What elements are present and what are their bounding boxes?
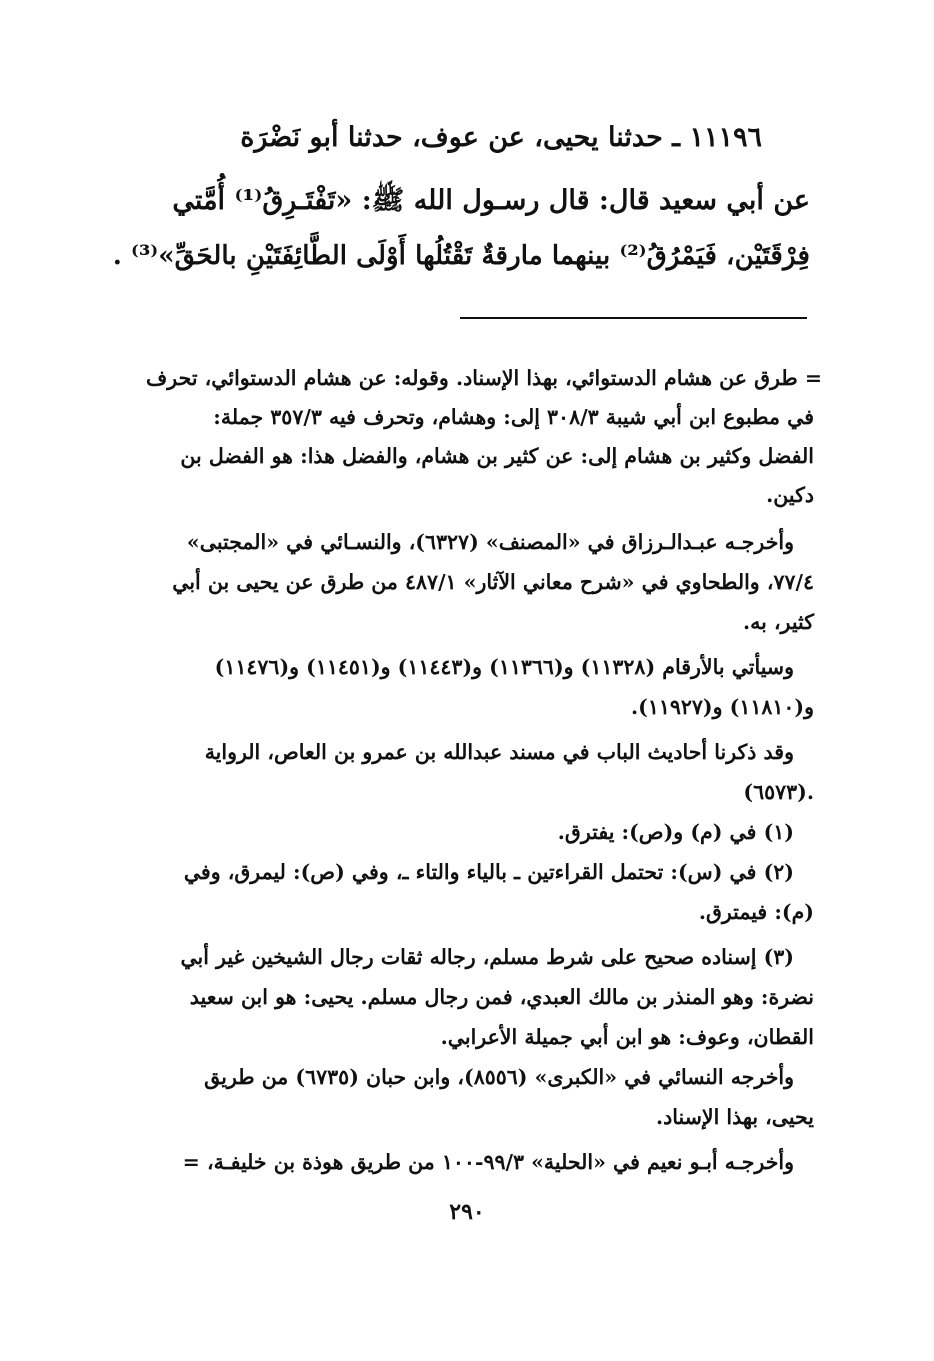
footnote-2-line-2: (م): فيمترق.	[698, 900, 814, 924]
note-line-6: ٧٧/٤، والطحاوي في «شرح معاني الآثار» ٤٨٧/١ من طرق عن يحيى بن أبي	[172, 570, 814, 594]
note-line-10: وقد ذكرنا أحاديث الباب في مسند عبدالله بن عمرو بن العاص، الرواية	[204, 740, 794, 764]
footnote-3-line-1: (٣) إسناده صحيح على شرط مسلم، رجاله ثقات رجال الشيخين غير أبي	[180, 945, 794, 969]
note-line-4: دكين.	[766, 483, 814, 507]
page-number: ٢٩٠	[449, 1199, 485, 1225]
footnote-3-line-2: نضرة: وهو المنذر بن مالك العبدي، فمن رجال مسلم. يحيى: هو ابن سعيد	[189, 985, 814, 1009]
footnote-1: (١) في (م) و(ص): يفترق.	[557, 820, 794, 844]
footnote-3-line-3: القطان، وعوف: هو ابن أبي جميلة الأعرابي.	[440, 1025, 814, 1049]
note-line-9: و(١١٨١٠) و(١١٩٢٧).	[630, 695, 814, 719]
separator-rule	[460, 317, 807, 319]
note-line-1: = طرق عن هشام الدستوائي، بهذا الإسناد. وقوله: عن هشام الدستوائي، تحرف	[146, 366, 822, 390]
note-line-3: الفضل وكثير بن هشام إلى: عن كثير بن هشام، والفضل هذا: هو الفضل بن	[180, 444, 814, 468]
note-line-2: في مطبوع ابن أبي شيبة ٣٠٨/٣ إلى: وهشام، وتحرف فيه ٣٥٧/٣ جملة:	[213, 405, 814, 429]
hadith-line-3: فِرْقَتَيْن، فَيَمْرُقُ⁽²⁾ بينهما مارقةٌ تَقْتُلُها أَوْلَى الطَّائِفَتَيْنِ بالحَقِّ»⁽³⁾ .	[112, 240, 810, 271]
footnote-3-line-5: يحيى، بهذا الإسناد.	[656, 1105, 814, 1129]
hadith-line-2: عن أبي سعيد قال: قال رسـول الله ﷺ: «تَفْتَـرِقُ⁽¹⁾ أُمَّتي	[172, 185, 810, 216]
note-line-11: (٦٥٧٣).	[743, 780, 814, 804]
note-line-8: وسيأتي بالأرقام (١١٣٢٨) و(١١٣٦٦) و(١١٤٤٣) و(١١٤٥١) و(١١٤٧٦)	[214, 655, 794, 679]
note-line-5: وأخرجـه عبـدالـرزاق في «المصنف» (٦٣٢٧)، والنسـائي في «المجتبى»	[186, 530, 794, 554]
hadith-line-1: ١١١٩٦ ـ حدثنا يحيى، عن عوف، حدثنا أبو نَضْرَة	[240, 122, 762, 153]
footnote-2-line-1: (٢) في (س): تحتمل القراءتين ـ بالياء والتاء ـ، وفي (ص): ليمرق، وفي	[183, 860, 794, 884]
note-line-7: كثير، به.	[742, 610, 814, 634]
footnote-3-line-4: وأخرجه النسائي في «الكبرى» (٨٥٥٦)، وابن حبان (٦٧٣٥) من طريق	[204, 1065, 794, 1089]
footnote-3-line-6: وأخرجـه أبـو نعيم في «الحلية» ٩٩/٣-١٠٠ من طريق هوذة بن خليفـة، =	[182, 1150, 794, 1174]
